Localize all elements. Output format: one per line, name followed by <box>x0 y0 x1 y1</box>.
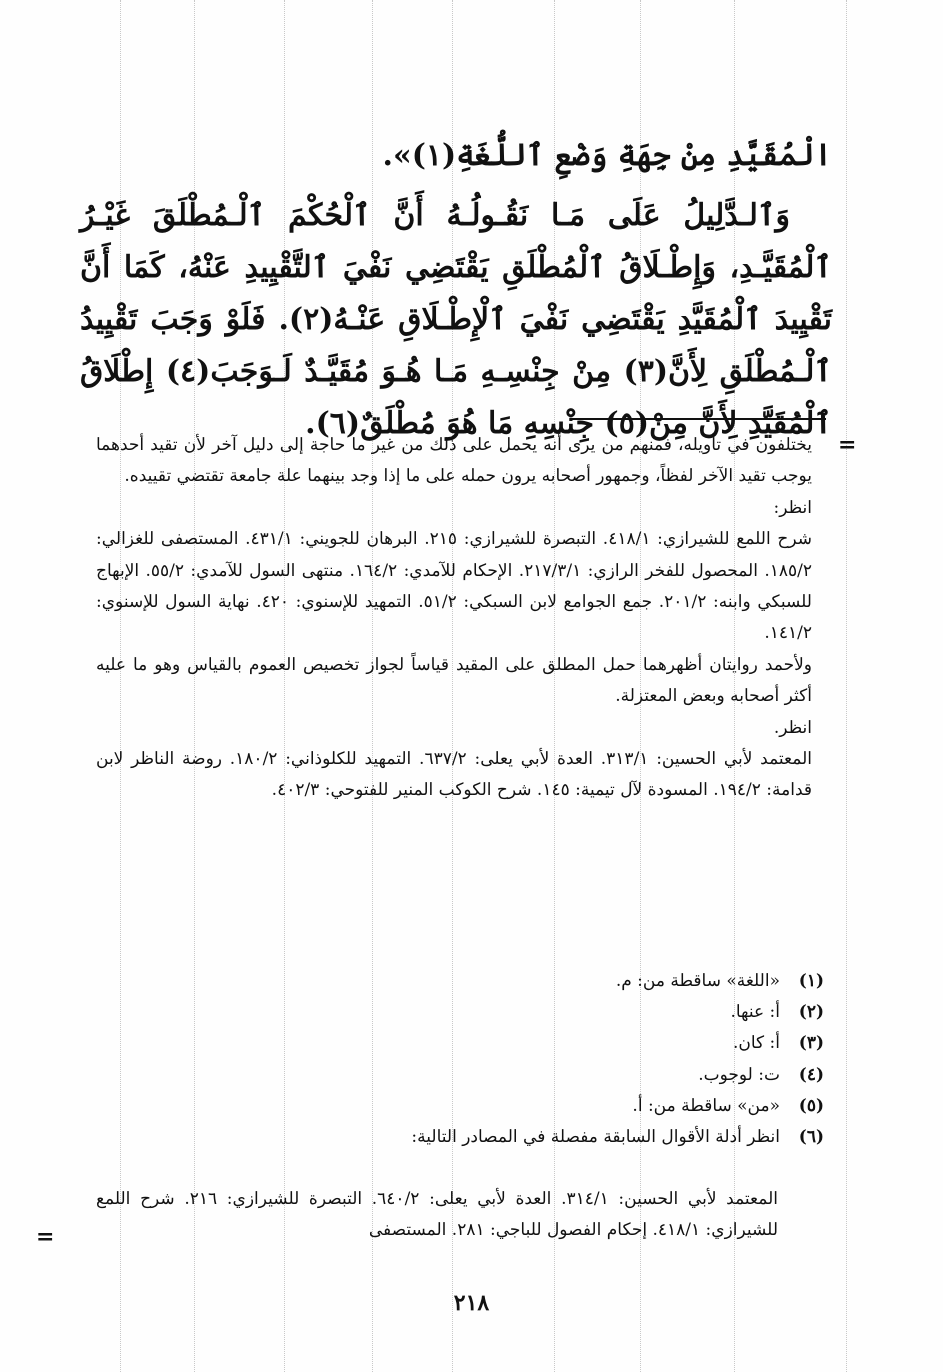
footnote-number: (٤) <box>798 1064 824 1085</box>
main-text-body <box>80 190 832 450</box>
footnote-item <box>96 1060 824 1091</box>
footnote-item <box>96 997 824 1028</box>
continuation-mark-top: = <box>838 432 857 458</box>
footnote-list <box>96 966 824 1153</box>
footnote-number: (٢) <box>798 1002 824 1023</box>
footnote-item <box>96 1091 824 1122</box>
footnote-continued-para-1: يختلفون في تأويله، فمنهم من يرى أنه يحمل على ذلك من غير ما حاجة إلى دليل آخر لأن تقيد أحدهما يوجب تقيد الآخر لفظاً، وجمهور أصحابه يرون حمله على ما إذا وجد بينهما علة جامعة تقتضي تقييده. <box>96 435 812 487</box>
footnote-item <box>96 966 824 997</box>
footnote-separator <box>572 418 826 420</box>
page-number: ٢١٨ <box>453 1290 490 1316</box>
footnote-6-sources <box>96 1184 778 1247</box>
footnote-number: (٣) <box>798 1033 824 1054</box>
footnote-text: ت: لوجوب. <box>698 1064 780 1085</box>
footnote-text: أ: كان. <box>732 1033 780 1054</box>
footnote-continued-para-3: شرح اللمع للشيرازي: ٤١٨/١. التبصرة للشيرازي: ٢١٥. البرهان للجويني: ٤٣١/١. المستصفى للغزالي: ١٨٥/٢. المحصول للفخر الرازي: ٢١٧/٣/١. الإحكام للآمدي: ١٦٤/٢. منتهى السول للآمدي: ٥٥/٢. الإبهاج للسبكي وابنه: ٢٠١/٢. جمع الجوامع لابن السبكي: ٥١/٢. التمهيد للإسنوي: ٤٢٠. نهاية السول للإسنوي: ١٤١/٢. <box>96 529 813 644</box>
main-text-line-1 <box>80 130 832 182</box>
footnote-continued-para-5: انظر. <box>773 717 812 738</box>
footnote-6-sources-text: المعتمد لأبي الحسين: ٣١٤/١. العدة لأبي يعلى: ٦٤٠/٢. التبصرة للشيرازي: ٢١٦. شرح اللمع للشيرازي: ٤١٨/١. إحكام الفصول للباجي: ٢٨١. المستصفى <box>96 1189 778 1241</box>
footnote-continued-para-6: المعتمد لأبي الحسين: ٣١٣/١. العدة لأبي يعلى: ٦٣٧/٢. التمهيد للكلوذاني: ١٨٠/٢. روضة الناظر لابن قدامة: ١٩٤/٢. المسودة لآل تيمية: ١٤٥. شرح الكوكب المنير للفتوحي: ٤٠٢/٣. <box>96 749 812 801</box>
footnote-continued <box>96 430 812 807</box>
footnote-continued-para-4: ولأحمد روايتان أظهرهما حمل المطلق على المقيد قياساً لجواز تخصيص العموم بالقياس وهو ما عليه أكثر أصحابه وبعض المعتزلة. <box>96 654 812 707</box>
footnote-continued-para-2: انظر: <box>773 497 812 518</box>
footnote-item <box>96 1028 824 1059</box>
footnote-number: (١) <box>798 971 824 991</box>
footnote-number: (٦) <box>798 1127 824 1148</box>
footnote-item <box>96 1122 824 1153</box>
footnote-text: انظر أدلة الأقوال السابقة مفصلة في المصادر التالية: <box>411 1127 780 1148</box>
continuation-mark-bottom: = <box>36 1224 55 1250</box>
footnote-number: (٥) <box>798 1095 824 1116</box>
footnote-text: أ: عنها. <box>730 1002 780 1023</box>
footnote-text: «اللغة» ساقطة من: م. <box>615 971 780 991</box>
main-paragraph-1: الْمُقَيَّدِ مِنْ جِهَةِ وَضْعِ ٱللُّغَةِ(١)». <box>382 138 832 173</box>
main-paragraph-2: وَٱلـدَّلِيلُ عَلَى مَـا نَقُـولُـهُ أَنَّ ٱلْحُكْمَ ٱلْـمُطْلَقَ غَيْـرُ ٱلْمُقَيَّـدِ، وَإِطْـلَاقُ ٱلْمُطْلَقِ يَقْتَضِي نَفْيَ ٱلتَّقْيِيدِ عَنْهُ، كَمَا أَنَّ تَقْيِيدَ ٱلْمُقَيَّدِ يَقْتَضِي نَفْيَ ٱلْإِطْـلَاقِ عَنْـهُ(٢). فَلَوْ وَجَبَ تَقْيِيدُ ٱلْـمُطْلَقِ لِأَنَّ(٣) مِنْ جِنْسِـهِ مَـا هُـوَ مُقَيَّـدٌ لَـوَجَبَ(٤) إِطْلَاقُ ٱلْمُقَيَّدِ لِأَنَّ مِنْ(٥) جِنْسِهِ مَا هُوَ مُطْلَقٌ(٦). <box>80 198 832 441</box>
footnote-text: «من» ساقطة من: أ. <box>632 1095 780 1116</box>
